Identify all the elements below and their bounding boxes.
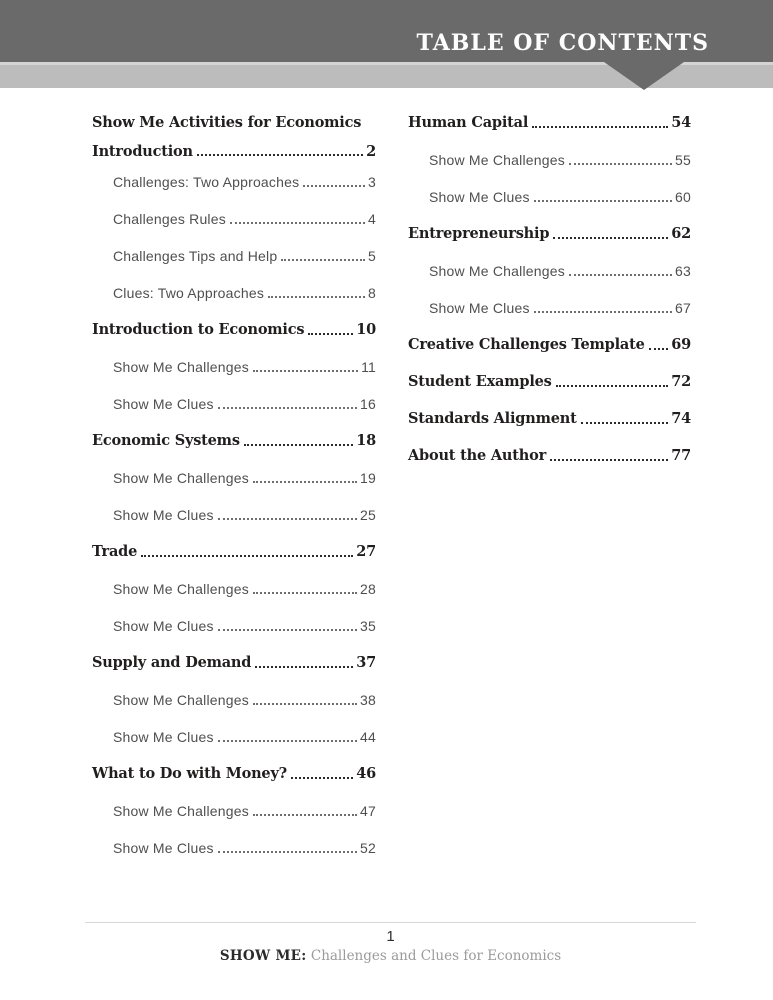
toc-leader-dots xyxy=(255,666,353,668)
toc-entry-page: 19 xyxy=(360,470,376,486)
toc-entry-label: Show Me Clues xyxy=(113,396,214,412)
toc-entry xyxy=(92,468,376,486)
toc-entry-label-line1: Show Me Activities for Economics xyxy=(92,114,362,131)
toc-entry-label: Trade xyxy=(92,543,138,560)
toc-entry xyxy=(408,224,691,242)
toc-entry xyxy=(92,246,376,264)
toc-leader-dots xyxy=(218,407,357,409)
toc-entry-label: Show Me Challenges xyxy=(113,359,249,375)
toc-entry xyxy=(92,505,376,523)
toc-entry xyxy=(92,838,376,856)
toc-leader-dots xyxy=(581,422,669,424)
toc-entry-label: About the Author xyxy=(408,447,547,464)
toc-entry xyxy=(92,542,376,560)
toc-entry-page: 46 xyxy=(356,765,376,782)
toc-column-right xyxy=(408,113,691,483)
toc-entry-page: 4 xyxy=(368,211,376,227)
toc-entry-label: Show Me Challenges xyxy=(429,263,565,279)
toc-entry-page: 8 xyxy=(368,285,376,301)
toc-entry-page: 63 xyxy=(675,263,691,279)
toc-entry xyxy=(408,187,691,205)
toc-entry xyxy=(408,298,691,316)
toc-entry-label: Show Me Clues xyxy=(113,507,214,523)
toc-entry-label: Show Me Challenges xyxy=(429,152,565,168)
toc-entry xyxy=(92,727,376,745)
toc-entry-page: 37 xyxy=(356,654,376,671)
toc-entry-page: 27 xyxy=(356,543,376,560)
toc-entry-page: 69 xyxy=(671,336,691,353)
toc-entry-page: 5 xyxy=(368,248,376,264)
toc-entry-label: Show Me Challenges xyxy=(113,803,249,819)
toc-entry xyxy=(408,261,691,279)
toc-entry-page: 10 xyxy=(356,321,376,338)
toc-leader-dots xyxy=(534,200,672,202)
toc-entry-page: 62 xyxy=(671,225,691,242)
toc-leader-dots xyxy=(244,444,353,446)
toc-entry-label: Show Me Challenges xyxy=(113,581,249,597)
toc-leader-dots xyxy=(197,154,363,156)
toc-leader-dots xyxy=(308,333,353,335)
footer-subtitle: Challenges and Clues for Economics xyxy=(310,948,562,964)
toc-leader-dots xyxy=(534,311,672,313)
toc-entry xyxy=(92,320,376,338)
toc-leader-dots xyxy=(218,740,357,742)
toc-entry xyxy=(92,801,376,819)
toc-entry-label: Show Me Clues xyxy=(429,300,530,316)
toc-entry-label: Entrepreneurship xyxy=(408,225,550,242)
toc-leader-dots xyxy=(569,274,672,276)
toc-entry xyxy=(92,690,376,708)
toc-entry-label: Show Me Clues xyxy=(113,840,214,856)
toc-entry-page: 77 xyxy=(671,447,691,464)
toc-entry xyxy=(92,135,376,160)
toc-leader-dots xyxy=(141,555,353,557)
toc-leader-dots xyxy=(532,126,668,128)
toc-entry-page: 38 xyxy=(360,692,376,708)
footer-divider xyxy=(85,922,696,923)
toc-leader-dots xyxy=(230,222,365,224)
toc-leader-dots xyxy=(218,629,357,631)
toc-leader-dots xyxy=(253,481,357,483)
toc-leader-dots xyxy=(268,296,365,298)
toc-entry-label: Economic Systems xyxy=(92,432,240,449)
toc-entry-page: 16 xyxy=(360,396,376,412)
toc-entry xyxy=(408,446,691,464)
toc-entry-page: 47 xyxy=(360,803,376,819)
toc-entry-page: 2 xyxy=(366,143,376,160)
toc-leader-dots xyxy=(253,703,357,705)
toc-entry xyxy=(92,357,376,375)
toc-leader-dots xyxy=(569,163,672,165)
toc-entry-label: Standards Alignment xyxy=(408,410,577,427)
toc-leader-dots xyxy=(556,385,669,387)
toc-entry-page: 54 xyxy=(671,114,691,131)
toc-entry xyxy=(92,764,376,782)
toc-entry-page: 72 xyxy=(671,373,691,390)
toc-entry-page: 35 xyxy=(360,618,376,634)
header-notch-arrow-icon xyxy=(604,62,684,90)
toc-entry xyxy=(92,172,376,190)
toc-entry-label: Challenges Tips and Help xyxy=(113,248,278,264)
toc-entry-label: Introduction to Economics xyxy=(92,321,305,338)
toc-entry-label: Show Me Clues xyxy=(113,618,214,634)
toc-entry-page: 60 xyxy=(675,189,691,205)
toc-entry-label: Show Me Clues xyxy=(429,189,530,205)
toc-entry xyxy=(408,150,691,168)
page-title: TABLE OF CONTENTS xyxy=(416,30,709,56)
toc-entry-page: 74 xyxy=(671,410,691,427)
toc-leader-dots xyxy=(303,185,365,187)
toc-entry xyxy=(408,335,691,353)
toc-entry xyxy=(92,110,376,160)
toc-entry-label: Human Capital xyxy=(408,114,529,131)
page-number: 1 xyxy=(386,928,395,945)
toc-entry-label: Challenges Rules xyxy=(113,211,226,227)
toc-entry xyxy=(408,372,691,390)
footer-book-title xyxy=(85,948,696,964)
toc-column-left xyxy=(92,110,376,875)
toc-leader-dots xyxy=(553,237,668,239)
toc-entry-label: Supply and Demand xyxy=(92,654,252,671)
toc-entry-label: Show Me Challenges xyxy=(113,470,249,486)
toc-entry xyxy=(408,409,691,427)
toc-leader-dots xyxy=(281,259,365,261)
toc-entry-page: 18 xyxy=(356,432,376,449)
toc-entry-page: 44 xyxy=(360,729,376,745)
toc-leader-dots xyxy=(218,518,357,520)
toc-leader-dots xyxy=(253,814,357,816)
toc-entry-page: 3 xyxy=(368,174,376,190)
toc-leader-dots xyxy=(253,592,357,594)
toc-entry-label: Clues: Two Approaches xyxy=(113,285,265,301)
toc-entry xyxy=(92,431,376,449)
toc-entry-page: 52 xyxy=(360,840,376,856)
toc-entry-page: 67 xyxy=(675,300,691,316)
toc-entry xyxy=(92,579,376,597)
toc-entry-label: Challenges: Two Approaches xyxy=(113,174,300,190)
toc-entry-page: 28 xyxy=(360,581,376,597)
toc-leader-dots xyxy=(253,370,358,372)
toc-entry-page: 55 xyxy=(675,152,691,168)
toc-entry xyxy=(92,209,376,227)
toc-leader-dots xyxy=(649,348,669,350)
toc-entry-label: Show Me Clues xyxy=(113,729,214,745)
toc-entry xyxy=(92,653,376,671)
toc-entry-label: Creative Challenges Template xyxy=(408,336,645,353)
footer-brand: SHOW ME: xyxy=(219,948,307,964)
toc-entry xyxy=(92,394,376,412)
toc-entry-label: What to Do with Money? xyxy=(92,765,287,782)
toc-entry xyxy=(92,283,376,301)
toc-entry-label: Show Me Challenges xyxy=(113,692,249,708)
toc-leader-dots xyxy=(218,851,357,853)
toc-entry xyxy=(92,616,376,634)
toc-entry-page: 11 xyxy=(361,359,376,375)
toc-leader-dots xyxy=(550,459,668,461)
toc-entry-page: 25 xyxy=(360,507,376,523)
toc-leader-dots xyxy=(291,777,353,779)
toc-entry-label: Introduction xyxy=(92,143,193,160)
toc-entry-label: Student Examples xyxy=(408,373,552,390)
toc-entry xyxy=(408,113,691,131)
